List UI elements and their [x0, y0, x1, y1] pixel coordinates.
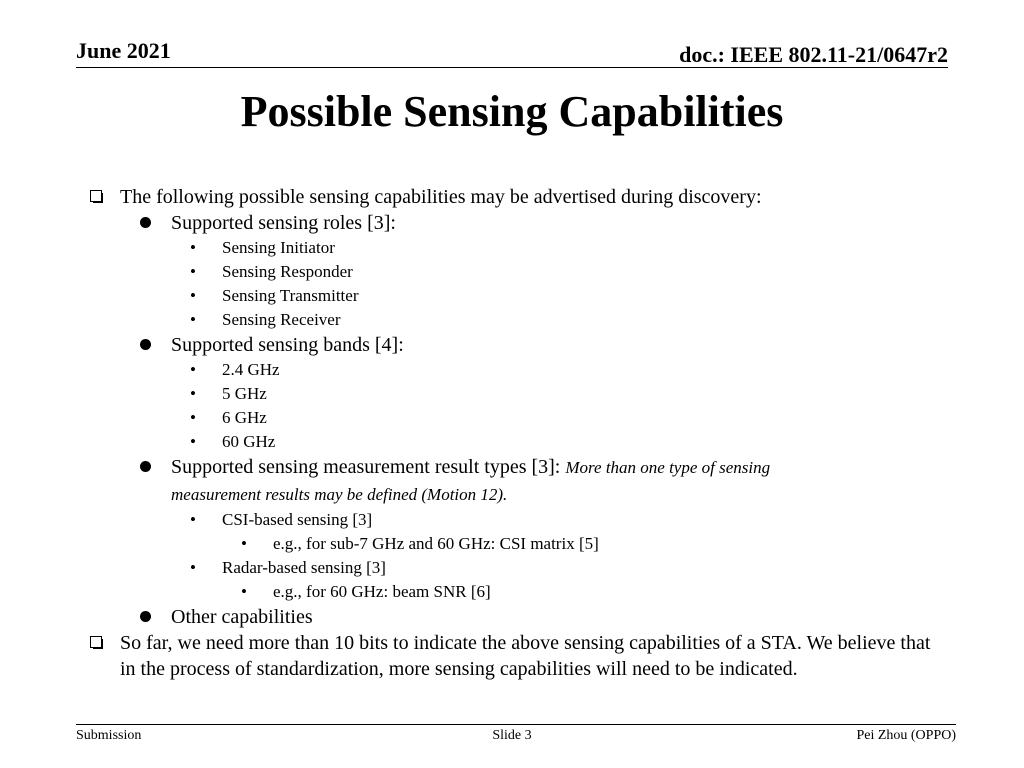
bullet-bands: Supported sensing bands [4]:: [82, 332, 962, 358]
measurement-note: measurement results may be defined (Motion 12).: [171, 485, 508, 504]
dot-bullet-icon: •: [190, 360, 196, 379]
slide-body: [82, 184, 962, 682]
footer-slide-number: Slide 3: [492, 728, 532, 743]
header-date: June 2021: [76, 38, 171, 63]
list-item: • Sensing Transmitter: [82, 284, 962, 308]
list-item: • Sensing Initiator: [82, 236, 962, 260]
header-divider: [76, 67, 948, 68]
dot-bullet-icon: •: [190, 262, 196, 281]
dot-bullet-icon: •: [241, 534, 247, 553]
filled-circle-bullet-icon: [140, 461, 151, 472]
list-item: • 5 GHz: [82, 382, 962, 406]
list-item: • 60 GHz: [82, 430, 962, 454]
checkbox-bullet-icon: [90, 190, 102, 202]
list-item: • CSI-based sensing [3]: [82, 508, 962, 532]
dot-bullet-icon: •: [190, 310, 196, 329]
header-doc-id: doc.: IEEE 802.11-21/0647r2: [679, 42, 948, 67]
list-item: • e.g., for sub-7 GHz and 60 GHz: CSI matrix [5]: [82, 532, 962, 556]
checkbox-bullet-icon: [90, 636, 102, 648]
dot-bullet-icon: •: [190, 384, 196, 403]
list-item: • 2.4 GHz: [82, 358, 962, 382]
slide-title: Possible Sensing Capabilities: [240, 87, 784, 136]
dot-bullet-icon: •: [190, 558, 196, 577]
footer-submission: Submission: [76, 728, 142, 743]
list-item: • Sensing Responder: [82, 260, 962, 284]
list-item: • Sensing Receiver: [82, 308, 962, 332]
dot-bullet-icon: •: [190, 408, 196, 427]
dot-bullet-icon: •: [190, 432, 196, 451]
filled-circle-bullet-icon: [140, 611, 151, 622]
list-item: • Radar-based sensing [3]: [82, 556, 962, 580]
dot-bullet-icon: •: [190, 286, 196, 305]
list-item: • 6 GHz: [82, 406, 962, 430]
bullet-intro: The following possible sensing capabilities may be advertised during discovery:: [82, 184, 962, 210]
dot-bullet-icon: •: [190, 238, 196, 257]
footer-divider: [76, 724, 956, 725]
filled-circle-bullet-icon: [140, 339, 151, 350]
bullet-measurement: Supported sensing measurement result types [3]: More than one type of sensing: [82, 454, 962, 481]
footer-author: Pei Zhou (OPPO): [856, 728, 956, 743]
dot-bullet-icon: •: [190, 510, 196, 529]
bullet-conclusion: So far, we need more than 10 bits to indicate the above sensing capabilities of a STA. We believe that in the process of standardization, more sensing capabilities will need to be indicated.: [82, 630, 940, 682]
list-item: • e.g., for 60 GHz: beam SNR [6]: [82, 580, 962, 604]
bullet-roles: Supported sensing roles [3]:: [82, 210, 962, 236]
filled-circle-bullet-icon: [140, 217, 151, 228]
dot-bullet-icon: •: [241, 582, 247, 601]
bullet-other: Other capabilities: [82, 604, 962, 630]
